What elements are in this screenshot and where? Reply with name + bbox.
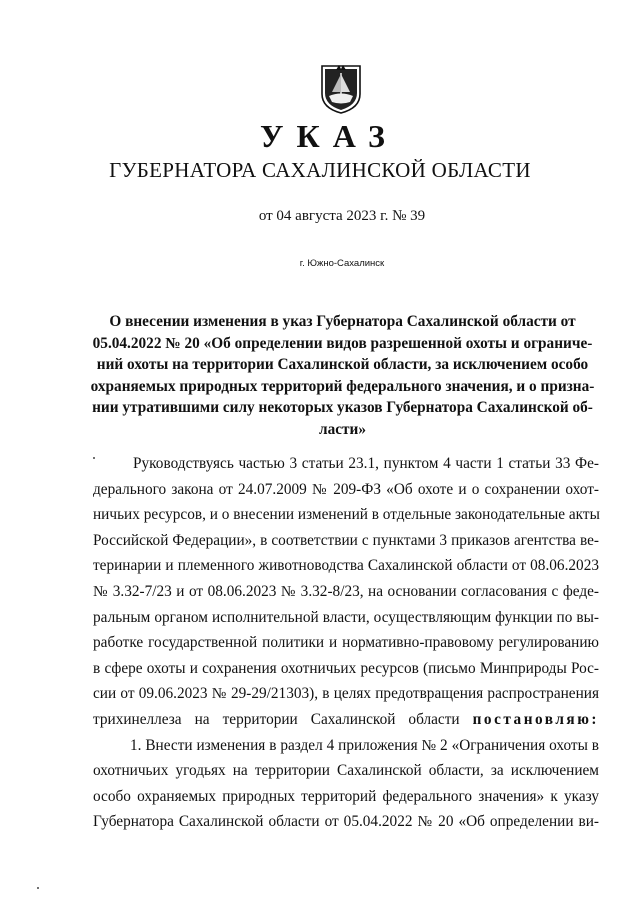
sakhalin-coat-of-arms-icon: [319, 60, 363, 114]
body-line: № 3.32-7/23 и от 08.06.2023 № 3.32-8/23, на основании согласования с феде-: [93, 582, 599, 600]
body-line: дерального закона от 24.07.2009 № 209-ФЗ «Об охоте и о сохранении охот-: [93, 480, 599, 498]
heading-line: О внесении изменения в указ Губернатора Сахалинской области от: [109, 313, 576, 330]
body-line: охотничьих угодьях на территории Сахалинской области, за исключением: [93, 762, 599, 780]
scan-speck: [37, 887, 39, 889]
decree-heading: [86, 311, 599, 440]
decree-body: [93, 451, 599, 835]
body-line: ничьих ресурсов, и о внесении изменений в отдельные законодательные акты: [93, 506, 600, 524]
body-line: Губернатора Сахалинской области от 05.04.2022 № 20 «Об определении ви-: [93, 813, 599, 831]
document-city: г. Южно-Сахалинск: [299, 258, 385, 269]
body-line: ральным органом исполнительной власти, осуществляющим функции по вы-: [93, 608, 599, 626]
heading-line: нии утратившими силу некоторых указов Губернатора Сахалинской об-: [92, 399, 593, 416]
document-subtitle: ГУБЕРНАТОРА САХАЛИНСКОЙ ОБЛАСТИ: [109, 158, 531, 182]
scan-speck: [93, 457, 95, 459]
body-line: в сфере охоты и сохранения охотничьих ресурсов (письмо Минприроды Рос-: [93, 659, 599, 677]
body-line: Руководствуясь частью 3 статьи 23.1, пунктом 4 части 1 статьи 33 Фе-: [133, 455, 599, 472]
decree-word: постановляю:: [472, 710, 599, 728]
body-line: работке государственной политики и нормативно-правовому регулированию: [93, 634, 599, 652]
body-line-text: трихинеллеза на территории Сахалинской области: [93, 710, 460, 728]
heading-line: 05.04.2022 № 20 «Об определении видов разрешенной охоты и ограниче-: [92, 334, 593, 352]
body-line: сии от 09.06.2023 № 29-29/21303), в целях предотвращения распространения: [93, 685, 599, 703]
document-date: от 04 августа 2023 г. № 39: [258, 208, 426, 224]
heading-line: охраняемых природных территорий федерального значения, и о призна-: [90, 377, 595, 395]
body-line: особо охраняемых природных территорий федерального значения» к указу: [93, 787, 599, 805]
body-line: теринарии и племенного животноводства Сахалинской области от 08.06.2023: [93, 557, 599, 575]
heading-line: ний охоты на территории Сахалинской области, за исключением особо: [96, 356, 589, 373]
body-line: Российской Федерации», в соответствии с пунктами 3 приказов агентства ве-: [93, 531, 599, 549]
document-title: УКАЗ: [260, 118, 398, 154]
body-line: 1. Внести изменения в раздел 4 приложения № 2 «Ограничения охоты в: [130, 736, 599, 754]
heading-line: ласти»: [319, 420, 366, 438]
body-line-final: [93, 707, 599, 733]
